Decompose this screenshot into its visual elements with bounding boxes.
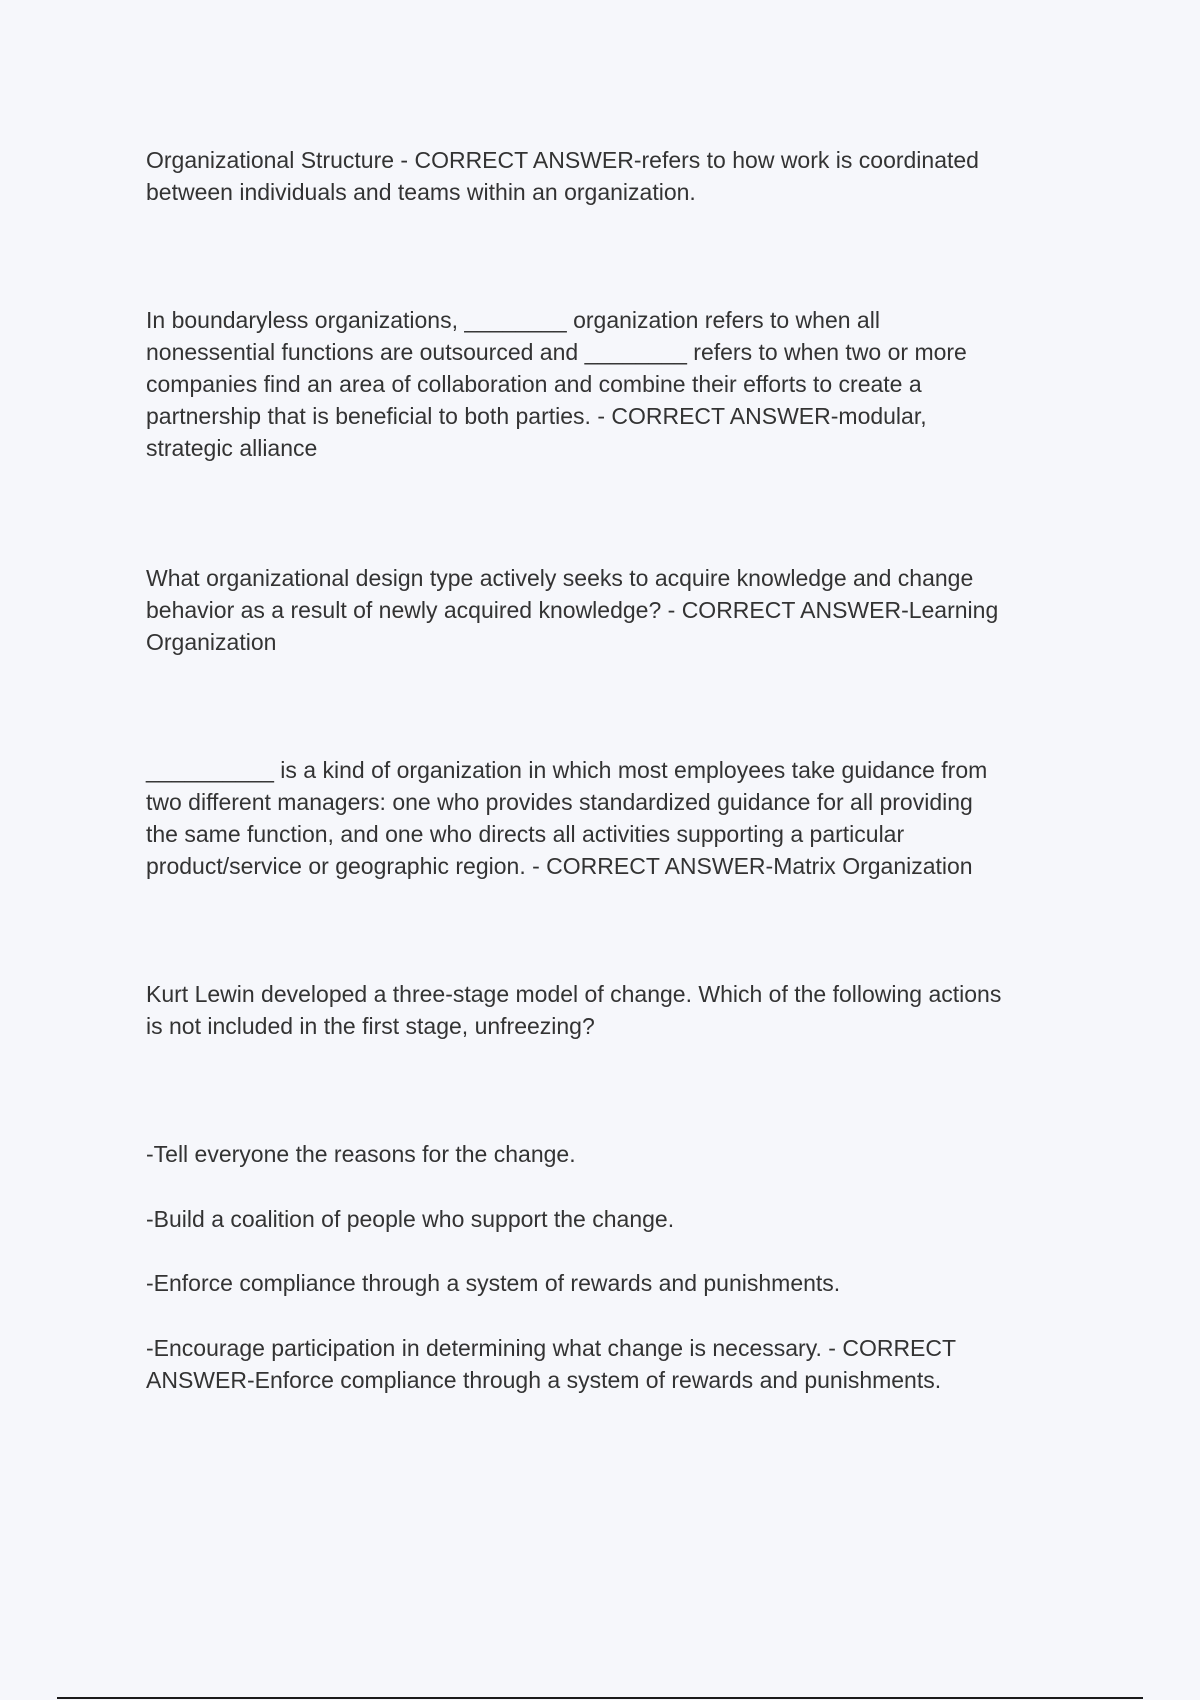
- answer-option: -Tell everyone the reasons for the change.: [146, 1141, 576, 1167]
- qa-item-boundaryless-organizations: In boundaryless organizations, ________ organization refers to when all nonessential functions are outsourced and ________ refers to when two or more companies find an area of collaboration and combine their efforts to create a partnership that is beneficial to both parties. - CORRECT ANSWER-modular, strategic alliance: [146, 307, 967, 461]
- qa-item-learning-organization: What organizational design type actively seeks to acquire knowledge and change behavior as a result of newly acquired knowledge? - CORRECT ANSWER-Learning Organization: [146, 565, 999, 655]
- answer-option: -Build a coalition of people who support the change.: [146, 1206, 675, 1232]
- answer-option-with-correct-answer: -Encourage participation in determining what change is necessary. - CORRECT ANSWER-Enforce compliance through a system of rewards and punishments.: [146, 1335, 957, 1393]
- qa-item-organizational-structure: Organizational Structure - CORRECT ANSWER-refers to how work is coordinated between individuals and teams within an organization.: [146, 147, 979, 205]
- qa-item-matrix-organization: __________ is a kind of organization in which most employees take guidance from two different managers: one who provides standardized guidance for all providing the same function, and one who directs all activities supporting a particular product/service or geographic region. - CORRECT ANSWER-Matrix Organization: [146, 757, 988, 879]
- page-bottom-divider: [57, 1697, 1143, 1699]
- answer-option: -Enforce compliance through a system of rewards and punishments.: [146, 1270, 841, 1296]
- qa-item-kurt-lewin-question: Kurt Lewin developed a three-stage model of change. Which of the following actions is not included in the first stage, unfreezing?: [146, 981, 1002, 1039]
